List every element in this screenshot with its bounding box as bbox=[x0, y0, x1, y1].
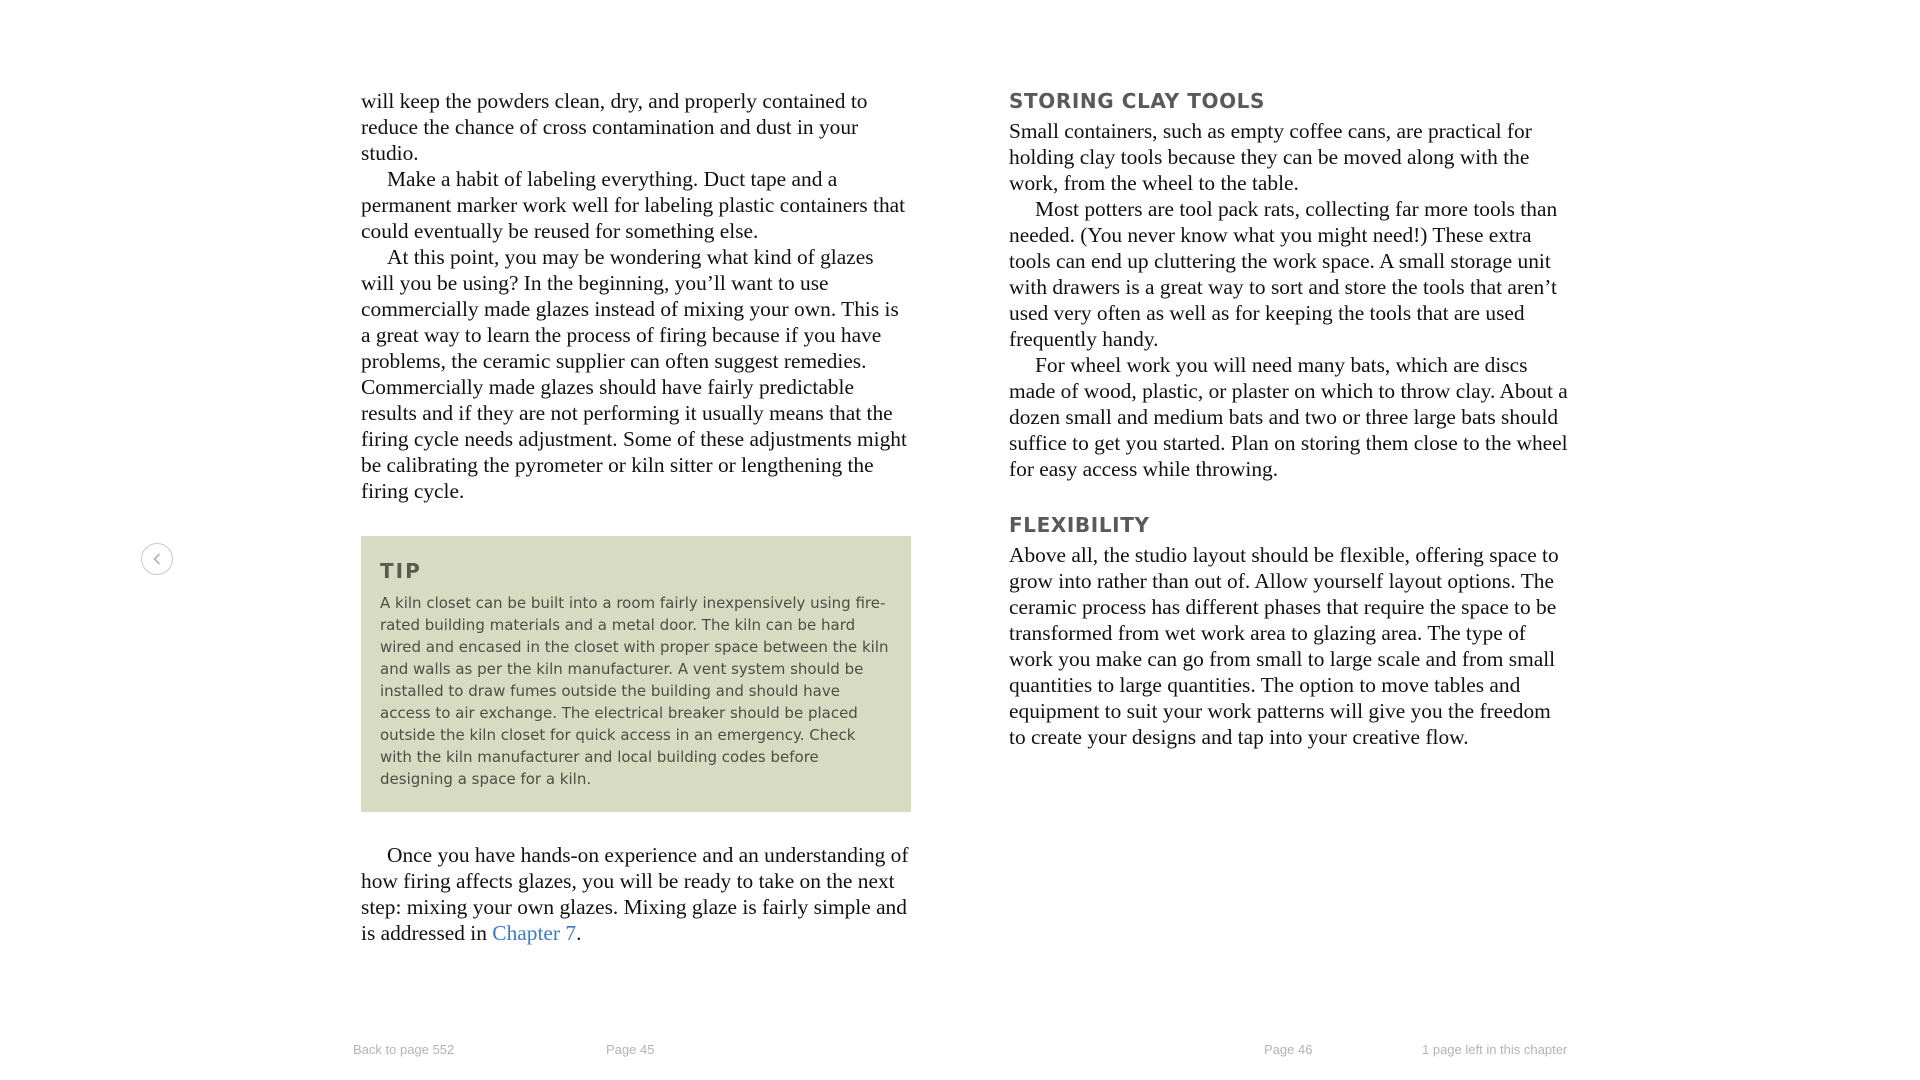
left-page-number: Page 45 bbox=[606, 1042, 655, 1057]
chapter-7-link[interactable]: Chapter 7 bbox=[492, 921, 577, 945]
chapter-pages-remaining: 1 page left in this chapter bbox=[1422, 1042, 1568, 1057]
paragraph: For wheel work you will need many bats, which are discs made of wood, plastic, or plaster on which to throw clay. About a dozen small and medium bats and two or three large bats should suffice to get you started. Plan on storing them close to the wheel for easy access while throwing. bbox=[1009, 353, 1568, 481]
left-page bbox=[361, 0, 911, 1080]
paragraph: will keep the powders clean, dry, and properly contained to reduce the chance of cross contamination and dust in your studio. bbox=[361, 89, 868, 165]
tip-box bbox=[361, 536, 911, 812]
paragraph: Small containers, such as empty coffee cans, are practical for holding clay tools because they can be moved along with the work, from the wheel to the table. bbox=[1009, 119, 1532, 195]
left-page-content bbox=[361, 88, 911, 946]
paragraph: Most potters are tool pack rats, collecting far more tools than needed. (You never know what you might need!) These extra tools can end up cluttering the work space. A small storage unit with drawers is a great way to sort and store the tools that aren’t used very often as well as for keeping the tools that are used frequently handy. bbox=[1009, 197, 1558, 351]
paragraph bbox=[361, 842, 911, 946]
chevron-left-icon bbox=[151, 553, 163, 565]
paragraph: At this point, you may be wondering what kind of glazes will you be using? In the beginning, you’ll want to use commercially made glazes instead of mixing your own. This is a great way to learn the process of firing because if you have problems, the ceramic supplier can often suggest remedies. Commercially made glazes should have fairly predictable results and if they are not performing it usually means that the firing cycle needs adjustment. Some of these adjustments might be calibrating the pyrometer or kiln sitter or lengthening the firing cycle. bbox=[361, 245, 907, 503]
right-page bbox=[1009, 0, 1569, 1080]
tip-text: A kiln closet can be built into a room fairly inexpensively using fire-rated building materials and a metal door. The kiln can be hard wired and encased in the closet with proper space between the kiln and walls as per the kiln manufacturer. A vent system should be installed to draw fumes outside the building and should have access to air exchange. The electrical breaker should be placed outside the kiln closet for quick access in an emergency. Check with the kiln manufacturer and local building codes before designing a space for a kiln. bbox=[380, 594, 889, 788]
paragraph-text: Once you have hands-on experience and an understanding of how firing affects glazes, you will be ready to take on the next step: mixing your own glazes. Mixing glaze is fairly simple and is addressed in bbox=[361, 843, 909, 945]
back-to-page-link[interactable]: Back to page 552 bbox=[353, 1042, 455, 1057]
tip-title: TIP bbox=[380, 559, 422, 583]
right-page-content bbox=[1009, 88, 1569, 750]
back-arrow-button[interactable] bbox=[141, 543, 173, 575]
paragraph-end: . bbox=[576, 921, 582, 945]
paragraph: Make a habit of labeling everything. Duct tape and a permanent marker work well for labeling plastic containers that could eventually be reused for something else. bbox=[361, 167, 906, 243]
section-heading-flexibility: FLEXIBILITY bbox=[1009, 513, 1150, 537]
paragraph: Above all, the studio layout should be flexible, offering space to grow into rather than out of. Allow yourself layout options. The ceramic process has different phases that require the space to be transformed from wet work area to glazing area. The type of work you make can go from small to large scale and from small quantities to large quantities. The option to move tables and equipment to suit your work patterns will give you the freedom to create your designs and tap into your creative flow. bbox=[1009, 543, 1559, 749]
section-heading-storing-clay-tools: STORING CLAY TOOLS bbox=[1009, 89, 1266, 113]
right-page-number: Page 46 bbox=[1264, 1042, 1313, 1057]
